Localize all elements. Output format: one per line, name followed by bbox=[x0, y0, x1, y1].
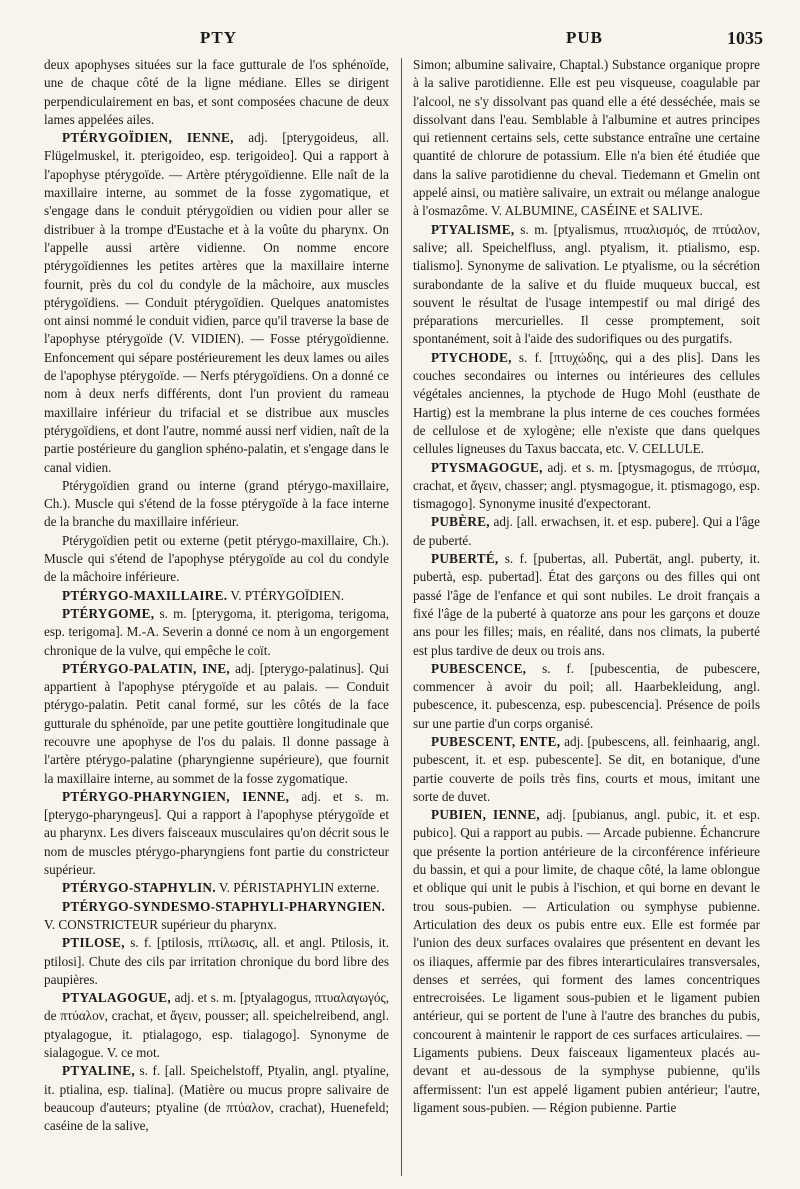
entry: PTYSMAGOGUE, adj. et s. m. [ptysmagogus, de πτύσμα, crachat, et ἄγειν, chasser; angl. ptysmagogue, it. ptismagogo, esp. tismagogo]. Synonyme inusité d'expectorant. bbox=[413, 459, 760, 512]
entry: PTYALISME, s. m. [ptyalismus, πτυαλισμός, de πτύαλον, salive; all. Speichelfluss, angl. ptyalism, it. ptialismo, esp. tialismo]. Synonyme de salivation. Le ptyalisme, ou la sécrétion surabondante de la salive et du fluide muqueux buccal, est souvent le résultat de l'usage intempestif ou mal dirigé des préparations mercurielles. Il cesse promptement, soit spontanément, soit à l'aide des sudorifiques ou des purgatifs. bbox=[413, 221, 760, 347]
entry: Ptérygoïdien petit ou externe (petit ptérygo-maxillaire, Ch.). Muscle qui s'étend de l'apophyse ptérygoïde au col du condyle de la mâchoire inférieure. bbox=[44, 532, 389, 585]
entry: PTYCHODE, s. f. [πτυχώδης, qui a des plis]. Dans les couches secondaires ou internes ou intérieures des cellules végétales anciennes, la ptychode de Hugo Mohl (eusthate de Hartig) est la membrane la plus interne de ces couches formées de cellulose et de xylogène; elle n'existe que dans quelques cellules ligneuses du Taxus baccata, etc. V. CELLULE. bbox=[413, 349, 760, 457]
page-number: 1035 bbox=[727, 28, 763, 48]
entry: PTILOSE, s. f. [ptilosis, πτίλωσις, all. et angl. Ptilosis, it. ptilosi]. Chute des cils par irritation chronique du bord libre des paupières. bbox=[44, 935, 389, 987]
entry: PTYALAGOGUE, adj. et s. m. [ptyalagogus, πτυαλαγωγός, de πτύαλον, crachat, et ἄγειν, pousser; all. speichelreibend, angl. ptyalagogue, it. ptialagogo, esp. tialagogo]. Synonyme de sialagogue. V. ce mot. bbox=[44, 990, 389, 1061]
entry: Ptérygoïdien grand ou interne (grand ptérygo-maxillaire, Ch.). Muscle qui s'étend de la fosse ptérygoïde à la face interne de la branche du maxillaire inférieur. bbox=[44, 477, 389, 530]
entry: PUBERTÉ, s. f. [pubertas, all. Pubertät, angl. puberty, it. pubertà, esp. pubertad]. État des garçons ou des filles qui ont passé l'âge de l'enfance et qui sont nubiles. Le droit français a fixé l'âge de la puberté à quatorze ans pour les garçons et douze ans pour les filles; mais, en réalité, dans nos climats, la puberté est plus tardive de deux ou trois ans. bbox=[413, 551, 760, 658]
column-divider bbox=[401, 58, 402, 1176]
right-column bbox=[413, 56, 760, 1176]
running-header bbox=[0, 28, 800, 52]
entry: PUBESCENT, ENTE, adj. [pubescens, all. feinhaarig, angl. pubescent, it. et esp. pubescente]. Se dit, en botanique, d'une partie couverte de poils très fins, courts et mous, imitant une sorte de duvet. bbox=[413, 733, 760, 804]
entry: PUBÈRE, adj. [all. erwachsen, it. et esp. pubere]. Qui a l'âge de puberté. bbox=[413, 514, 760, 548]
right-guide-word: PUB bbox=[566, 28, 603, 47]
entry: PTÉRYGO-SYNDESMO-STAPHYLI-PHARYNGIEN. V. CONSTRICTEUR supérieur du pharynx. bbox=[44, 898, 386, 932]
left-column bbox=[44, 56, 389, 1176]
left-guide-word: PTY bbox=[200, 28, 237, 47]
entry: PTÉRYGO-MAXILLAIRE. V. PTÉRYGOÏDIEN. bbox=[62, 587, 345, 603]
entry: PTÉRYGO-STAPHYLIN. V. PÉRISTAPHYLIN externe. bbox=[62, 880, 380, 896]
entry: PTÉRYGOÏDIEN, IENNE, adj. [pterygoideus, all. Flügelmuskel, it. pterigoideo, esp. terigoideo]. Qui a rapport à l'apophyse ptérygoïde. — Artère ptérygoïdienne. Elle naît de la maxillaire interne, au sommet de la fosse zygomatique, et s'engage dans le conduit ptérygoïdien ou vidien pour aller se distribuer à la trompe d'Eustache et à la voûte du pharynx. On l'appelle aussi artère vidienne. On nomme encore ptérygoïdiennes les petites artères que la maxillaire interne fournit, près du col du condyle de la mâchoire, aux muscles ptérygoïdiens. — Conduit ptérygoïdien. Quelques anatomistes ont ainsi nommé le conduit vidien, parce qu'il traverse la base de l'apophyse ptérygoïde (V. VIDIEN). — Fosse ptérygoïdienne. Enfoncement qui sépare postérieurement les deux lames ou ailes de l'apophyse ptérygoïde. — Nerfs ptérygoïdiens. On a donné ce nom à deux nerfs différents, dont l'un provient du rameau maxillaire inférieur du trifacial et se distribue aux muscles ptérygoïdiens, et dont l'autre, nommé aussi nerf vidien, naît de la partie postérieure du ganglion sphéno-palatin, et s'engage dans le canal vidien. bbox=[44, 130, 389, 475]
entry: PUBIEN, IENNE, adj. [pubianus, angl. pubic, it. et esp. pubico]. Qui a rapport au pubis. — Arcade pubienne. Échancrure que présente la portion antérieure de la circonférence inférieure du bassin, et qui a pour limite, de chaque côté, la lame oblongue et oblique qui unit le pubis à l'ischion, et qui borne en devant le trou sous-pubien. — Articulation ou symphyse pubienne. Articulation des deux os pubis entre eux. Elle est formée par l'union des deux surfaces ovalaires que présentent en devant les os iliaques, affermie par des fibres interarticulaires transversales, denses et serrées, qui forment des lames concentriques entrecroisées. Le ligament sous-pubien et le ligament pubien antérieur, qui se portent de l'une à l'autre des branches du pubis, concourent à maintenir le rapport de ces surfaces articulaires. — Ligaments pubiens. Deux faisceaux ligamenteux placés au-devant et au-dessous de la symphyse pubienne, qu'ils affermissent: l'un est appelé ligament pubien antérieur; l'autre, ligament sous-pubien. — Région pubienne. Partie bbox=[413, 807, 760, 1115]
entry: PTÉRYGOME, s. m. [pterygoma, it. pterigoma, terigoma, esp. terigoma]. M.-A. Severin a donné ce nom à un engorgement chronique de la vulve, qui empêche le coït. bbox=[44, 605, 389, 658]
entry: PTYALINE, s. f. [all. Speichelstoff, Ptyalin, angl. ptyaline, it. ptialina, esp. tialina]. (Matière ou mucus propre salivaire de beaucoup d'auteurs; ptyaline (de πτύαλον, crachat), Huenefeld; caséine de la salive, bbox=[44, 1063, 389, 1134]
entry: Simon; albumine salivaire, Chaptal.) Substance organique propre à la salive parotidienne. Elle est peu visqueuse, coagulable par l'alcool, ne s'y dissolvant pas quand elle a été desséchée, mais se dissolvant dans l'eau. Semblable à l'albumine et autres principes qui retiennent certains sels, cette substance entraîne une certaine quantité de chlorure de potassium. Elle n'a bien été étudiée que dans la salive parotidienne du cheval. Tiedemann et Gmelin ont appelé ainsi, ou matière salivaire, un extrait ou mélange analogue à l'osmazôme. V. ALBUMINE, CASÉINE et SALIVE. bbox=[413, 57, 760, 219]
entry: PTÉRYGO-PALATIN, INE, adj. [pterygo-palatinus]. Qui appartient à l'apophyse ptérygoïde et au palais. — Conduit ptérygo-palatin. Petit canal formé, sur les côtés de la face gutturale du sphénoïde, par une petite gouttière longitudinale que recouvre une apophyse de l'os du palais. Il donne passage à l'artère ptérygo-palatine (pharyngienne supérieure), que fournit la maxillaire interne, au sommet de la fosse zygomatique. bbox=[44, 660, 389, 786]
entry: PUBESCENCE, s. f. [pubescentia, de pubescere, commencer à avoir du poil; all. Haarbekleidung, angl. pubescence, it. pubescenza, esp. pubescencia]. Présence de poils sur une partie d'un corps organisé. bbox=[413, 660, 760, 731]
entry: deux apophyses situées sur la face gutturale de l'os sphénoïde, une de chaque côté de la ligne médiane. Elles se dirigent perpendiculairement en bas, et sont composées chacune de deux lames appelées ailes. bbox=[44, 57, 389, 127]
entry: PTÉRYGO-PHARYNGIEN, IENNE, adj. et s. m. [pterygo-pharyngeus]. Qui a rapport à l'apophyse ptérygoïde et au pharynx. Les divers faisceaux musculaires qu'on décrit sous le nom de muscles ptérygo-pharyngiens font partie du constricteur supérieur. bbox=[44, 788, 389, 878]
